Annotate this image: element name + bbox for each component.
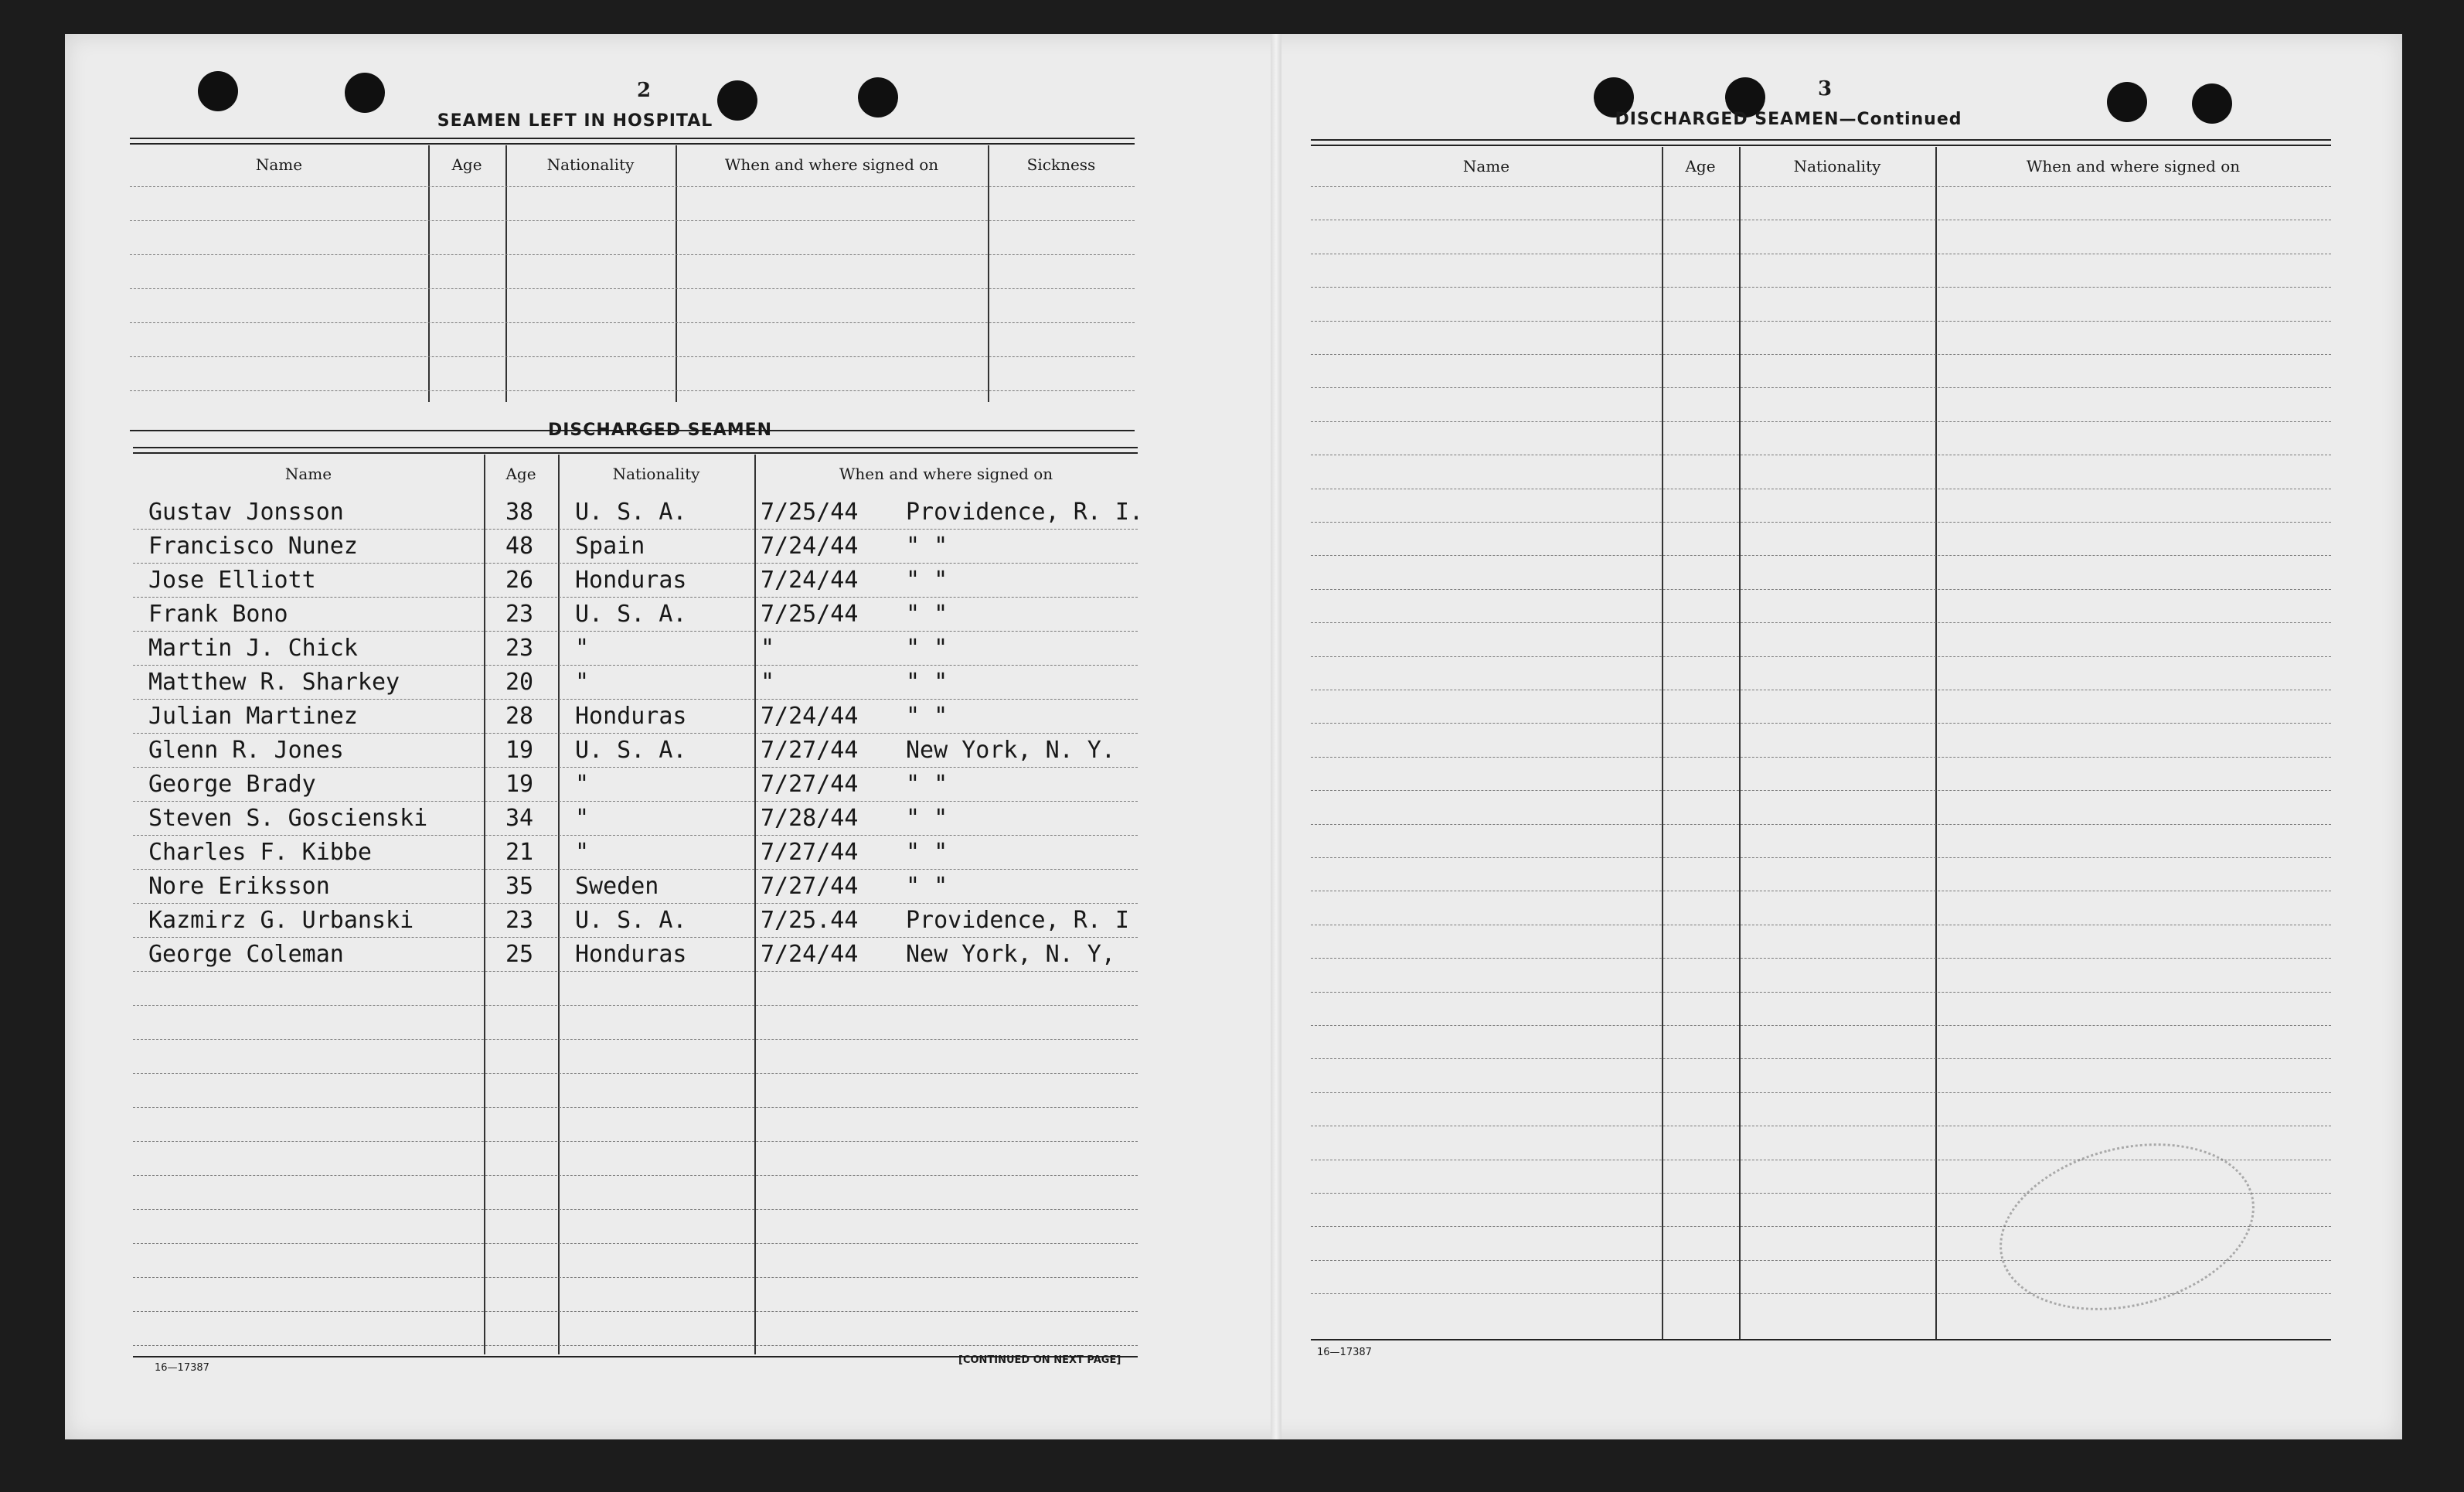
table-row <box>133 767 1138 802</box>
cell-place: " " <box>906 635 948 662</box>
discharged-continued-title: DISCHARGED SEAMEN—Continued <box>1615 110 1962 129</box>
table-row <box>133 1073 1138 1108</box>
cell-place: " " <box>906 669 948 696</box>
cell-date: 7/27/44 <box>761 839 859 866</box>
cell-age: 26 <box>505 567 534 594</box>
table-row <box>1311 421 2331 422</box>
header-age: Age <box>505 465 536 483</box>
header-signed-on: When and where signed on <box>724 155 939 174</box>
cell-nationality: " <box>575 839 590 866</box>
hospital-section-title: SEAMEN LEFT IN HOSPITAL <box>437 111 713 131</box>
hospital-table <box>130 138 1135 436</box>
cell-name: Julian Martinez <box>148 703 358 730</box>
cell-date: 7/27/44 <box>761 873 859 900</box>
header-signed-on: When and where signed on <box>839 465 1053 483</box>
table-row <box>1311 554 2331 556</box>
header-nationality: Nationality <box>546 155 635 174</box>
cell-place: New York, N. Y, <box>906 941 1115 968</box>
header-age: Age <box>1685 157 1716 175</box>
table-row <box>133 495 1144 530</box>
hospital-row <box>130 356 1135 357</box>
table-row <box>133 1209 1138 1244</box>
cell-name: Jose Elliott <box>148 567 316 594</box>
table-row <box>1311 722 2331 724</box>
table-row <box>133 1005 1138 1040</box>
page-fold <box>1271 34 1281 1439</box>
page-number-right: 3 <box>1818 77 1833 100</box>
cell-date: 7/25/44 <box>761 601 859 628</box>
cell-name: George Brady <box>148 771 316 798</box>
cell-place: " " <box>906 533 948 560</box>
cell-age: 28 <box>505 703 534 730</box>
hospital-row <box>130 220 1135 221</box>
table-row <box>133 1141 1138 1176</box>
cell-place: Providence, R. I <box>906 907 1129 934</box>
ledger-sheet <box>65 34 2402 1439</box>
header-name: Name <box>255 155 303 174</box>
cell-place: " " <box>906 567 948 594</box>
cell-date: 7/24/44 <box>761 533 859 560</box>
continued-note: [CONTINUED ON NEXT PAGE] <box>958 1354 1121 1366</box>
table-row <box>1311 387 2331 388</box>
cell-date: 7/24/44 <box>761 703 859 730</box>
cell-place: " " <box>906 839 948 866</box>
cell-nationality: Honduras <box>575 703 687 730</box>
cell-age: 25 <box>505 941 534 968</box>
cell-name: Steven S. Goscienski <box>148 805 428 832</box>
cell-nationality: " <box>575 805 590 832</box>
table-row <box>133 699 1138 734</box>
hospital-row <box>130 288 1135 289</box>
table-row <box>133 1039 1138 1074</box>
form-number-left: 16—17387 <box>155 1362 209 1374</box>
table-row <box>133 1277 1138 1312</box>
cell-nationality: U. S. A. <box>575 499 687 526</box>
cell-place: " " <box>906 873 948 900</box>
cell-date: 7/24/44 <box>761 941 859 968</box>
cell-place: " " <box>906 703 948 730</box>
table-row <box>133 733 1138 768</box>
table-row <box>133 1107 1138 1142</box>
table-row <box>1311 924 2331 925</box>
header-nationality: Nationality <box>612 465 700 483</box>
hospital-row <box>130 254 1135 255</box>
cell-nationality: Honduras <box>575 941 687 968</box>
table-row <box>1311 857 2331 858</box>
hospital-row <box>130 390 1135 391</box>
table-row <box>1311 689 2331 690</box>
page-number-left: 2 <box>637 79 652 102</box>
table-row <box>1311 823 2331 825</box>
cell-name: Glenn R. Jones <box>148 737 344 764</box>
cell-nationality: U. S. A. <box>575 601 687 628</box>
cell-date: 7/27/44 <box>761 737 859 764</box>
cell-name: Matthew R. Sharkey <box>148 669 400 696</box>
cell-nationality: " <box>575 635 590 662</box>
table-row <box>1311 454 2331 455</box>
hospital-row <box>130 322 1135 323</box>
table-row <box>1311 991 2331 993</box>
cell-name: Kazmirz G. Urbanski <box>148 907 414 934</box>
table-row <box>133 869 1138 904</box>
table-row <box>133 1243 1138 1278</box>
cell-nationality: " <box>575 771 590 798</box>
cell-nationality: U. S. A. <box>575 907 687 934</box>
cell-age: 19 <box>505 771 534 798</box>
cell-place: New York, N. Y. <box>906 737 1115 764</box>
table-row <box>1311 488 2331 489</box>
table-row <box>1311 789 2331 791</box>
cell-age: 19 <box>505 737 534 764</box>
cell-age: 38 <box>505 499 534 526</box>
hospital-row <box>130 186 1135 187</box>
cell-age: 23 <box>505 635 534 662</box>
table-row <box>133 631 1138 666</box>
table-row <box>1311 320 2331 322</box>
cell-date: 7/28/44 <box>761 805 859 832</box>
table-row <box>1311 890 2331 891</box>
header-name: Name <box>1462 157 1510 175</box>
form-number-right: 16—17387 <box>1317 1347 1372 1358</box>
header-age: Age <box>451 155 482 174</box>
punch-hole <box>345 73 385 113</box>
table-row <box>133 903 1138 938</box>
table-row <box>133 597 1138 632</box>
table-row <box>1311 521 2331 523</box>
table-row <box>1311 622 2331 623</box>
punch-hole <box>858 77 898 118</box>
cell-nationality: Honduras <box>575 567 687 594</box>
table-row <box>1311 1024 2331 1026</box>
table-row <box>1311 656 2331 657</box>
discharged-table <box>133 447 1144 1390</box>
table-row <box>133 801 1138 836</box>
cell-date: 7/25/44 <box>761 499 859 526</box>
cell-name: Gustav Jonsson <box>148 499 344 526</box>
table-row <box>133 529 1138 564</box>
cell-age: 23 <box>505 601 534 628</box>
cell-age: 23 <box>505 907 534 934</box>
cell-name: Martin J. Chick <box>148 635 358 662</box>
cell-nationality: " <box>575 669 590 696</box>
cell-age: 20 <box>505 669 534 696</box>
cell-nationality: Spain <box>575 533 645 560</box>
punch-hole <box>2192 83 2232 124</box>
table-row <box>1311 1092 2331 1093</box>
table-row <box>133 1311 1138 1346</box>
cell-date: 7/25.44 <box>761 907 859 934</box>
cell-name: Francisco Nunez <box>148 533 358 560</box>
cell-nationality: Sweden <box>575 873 659 900</box>
table-row <box>1311 1125 2331 1126</box>
discharged-section-title: DISCHARGED SEAMEN <box>547 421 773 440</box>
header-nationality: Nationality <box>1793 157 1881 175</box>
cell-place: " " <box>906 771 948 798</box>
cell-nationality: U. S. A. <box>575 737 687 764</box>
cell-age: 34 <box>505 805 534 832</box>
table-row <box>1311 1058 2331 1059</box>
table-row <box>1311 756 2331 758</box>
cell-date: " <box>761 669 775 696</box>
table-row <box>1311 186 2331 187</box>
table-row <box>1311 588 2331 590</box>
table-row <box>133 665 1138 700</box>
header-sickness: Sickness <box>1026 155 1096 174</box>
table-row <box>133 835 1138 870</box>
table-row <box>1311 286 2331 288</box>
cell-place: " " <box>906 601 948 628</box>
table-row <box>1311 957 2331 959</box>
punch-hole <box>198 71 238 111</box>
cell-date: 7/27/44 <box>761 771 859 798</box>
table-row <box>133 937 1138 972</box>
header-signed-on: When and where signed on <box>2026 157 2241 175</box>
cell-age: 21 <box>505 839 534 866</box>
table-row <box>1311 353 2331 355</box>
cell-age: 48 <box>505 533 534 560</box>
cell-date: " <box>761 635 775 662</box>
punch-hole <box>2107 82 2147 122</box>
cell-name: Nore Eriksson <box>148 873 330 900</box>
cell-name: Charles F. Kibbe <box>148 839 372 866</box>
cell-age: 35 <box>505 873 534 900</box>
table-row <box>133 971 1138 1006</box>
table-row <box>133 1175 1138 1210</box>
cell-name: George Coleman <box>148 941 344 968</box>
cell-date: 7/24/44 <box>761 567 859 594</box>
cell-place: Providence, R. I. <box>906 499 1144 526</box>
cell-place: " " <box>906 805 948 832</box>
table-row <box>1311 219 2331 220</box>
table-row <box>1311 253 2331 254</box>
cell-name: Frank Bono <box>148 601 288 628</box>
header-name: Name <box>284 465 332 483</box>
table-row <box>133 563 1138 598</box>
